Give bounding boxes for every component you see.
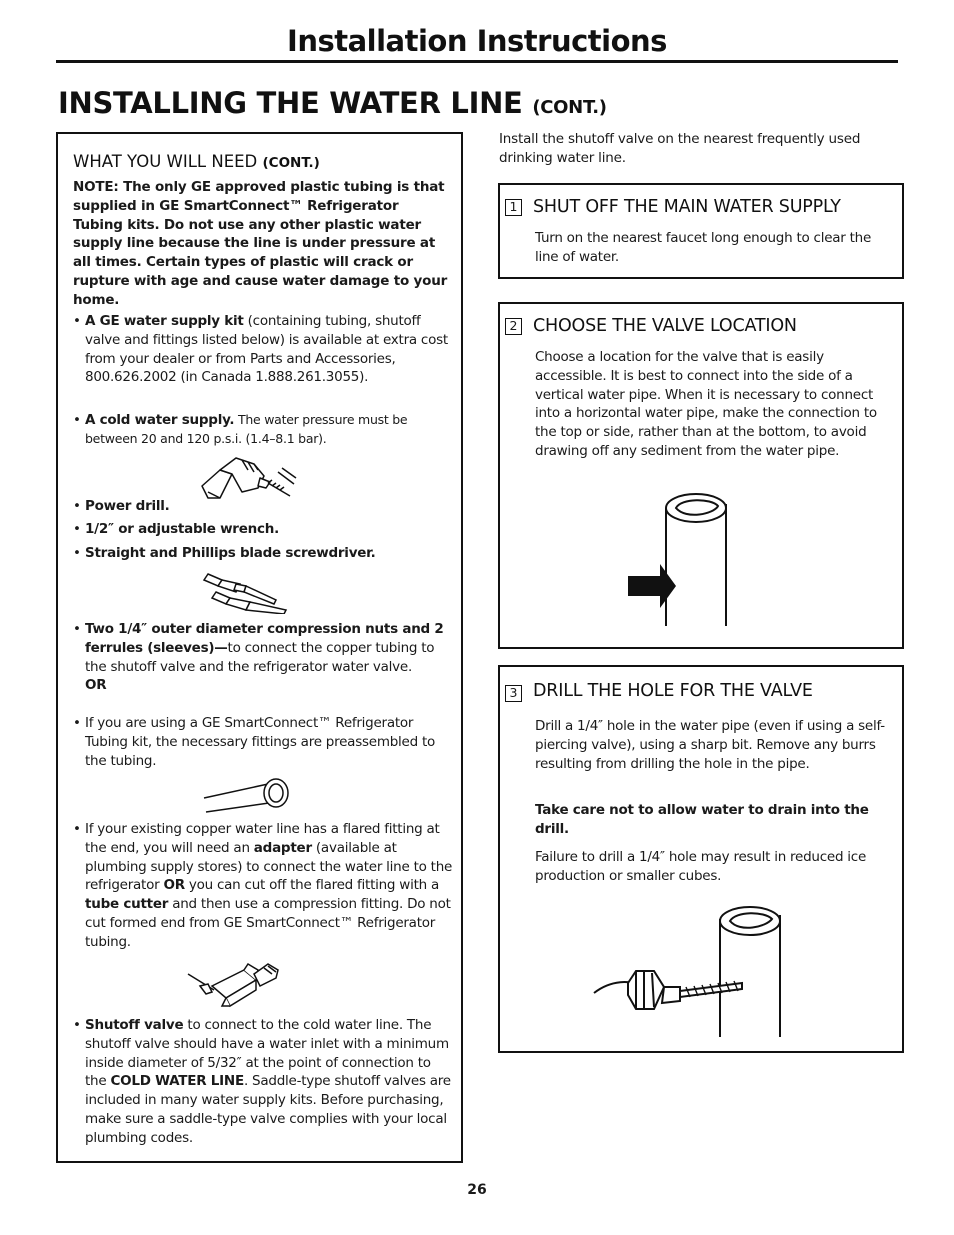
cold-bold: A cold water supply.: [85, 412, 235, 428]
step-3-box: [498, 665, 904, 1053]
tubing-icon: [202, 776, 294, 816]
heading-text: WHAT YOU WILL NEED: [73, 152, 258, 171]
plastic-tubing-note: NOTE: The only GE approved plastic tubing is that supplied in GE SmartConnect™ Refrigerator Tubing kits. Do not use any other plastic water supply line because the line is under pressure at all times. Certain types of plastic will crack or rupture with age and cause water damage to your home.: [73, 179, 448, 308]
step-1-body: Turn on the nearest faucet long enough to clear the line of water.: [535, 230, 872, 265]
kit-text: (containing tubing, shutoff valve and fittings listed below) is available at extra cost from your dealer or from Parts and Accessories, 800.626.2002 (in Canada 1.888.261.3055).: [85, 313, 448, 386]
flared-adapter: adapter: [253, 839, 312, 856]
flared-text-2: (available at plumbing supply stores) to connect the water line to the refrigerator: [85, 839, 453, 894]
flared-text-1: If your existing copper water line has a flared fitting at the end, you will need an: [85, 821, 440, 856]
section-title: [58, 86, 607, 120]
step-2-box: [498, 302, 904, 649]
valve-bold: Shutoff valve: [85, 1017, 184, 1033]
header-title: Installation Instructions: [287, 24, 667, 58]
smartconnect-text: If you are using a GE SmartConnect™ Refrigerator Tubing kit, the necessary fittings are preassembled to the tubing.: [85, 715, 436, 769]
valve-cold-water-line: COLD WATER LINE: [110, 1073, 244, 1090]
step-1-title: SHUT OFF THE MAIN WATER SUPPLY: [533, 197, 841, 217]
section-title-cont: (CONT.): [532, 97, 607, 118]
step-2-number: 2: [505, 318, 522, 335]
drill-label: Power drill.: [85, 498, 170, 514]
intro-text: Install the shutoff valve on the nearest frequently used drinking water line.: [499, 131, 861, 166]
step-2-body: Choose a location for the valve that is easily accessible. It is best to connect into the side of a vertical water pipe. When it is necessary to connect into a horizontal water pipe, make the connection to the top or side, rather than at the bottom, to avoid drawing off any sediment from the water pipe.: [535, 349, 877, 459]
vertical-pipe-icon: [626, 490, 746, 630]
list-item-screwdriver: [73, 544, 455, 563]
list-item-flared-fitting: [73, 820, 455, 952]
step-3-note: Failure to drill a 1/4″ hole may result in reduced ice production or smaller cubes.: [535, 849, 867, 884]
list-item-cold-water-supply: [73, 411, 455, 449]
section-title-text: INSTALLING THE WATER LINE: [58, 86, 523, 120]
list-item-water-supply-kit: [73, 312, 455, 387]
flared-text-3: you can cut off the flared fitting with a: [184, 877, 439, 894]
list-item-wrench: [73, 520, 455, 539]
drill-into-pipe-icon: [592, 901, 822, 1041]
what-you-will-need-heading: [73, 152, 320, 171]
compression-nuts-icon: [202, 570, 302, 614]
list-item-smartconnect: [73, 714, 455, 770]
cold-text: The water pressure must be between 20 and 120 p.s.i. (1.4–8.1 bar).: [85, 412, 408, 446]
valve-text-1: to connect to the cold water line. The shutoff valve should have a water inlet with a minimum inside diameter of 5/32″ at the point of connection to the: [85, 1017, 449, 1090]
wrench-label: 1/2″ or adjustable wrench.: [85, 521, 279, 537]
flared-text-4: and then use a compression fitting. Do not cut formed end from GE SmartConnect™ Refrigerator tubing.: [85, 896, 451, 950]
step-3-title: DRILL THE HOLE FOR THE VALVE: [533, 681, 813, 701]
step-3-warning: Take care not to allow water to drain into the drill.: [535, 802, 869, 837]
nuts-text: to connect the copper tubing to the shutoff valve and the refrigerator water valve.: [85, 639, 435, 675]
flared-cutter: tube cutter: [85, 896, 169, 913]
screwdriver-label: Straight and Phillips blade screwdriver.: [85, 545, 376, 561]
step-1-box: [498, 183, 904, 279]
step-1-number: 1: [505, 199, 522, 216]
or-label: OR: [85, 677, 107, 694]
valve-text-2: . Saddle-type shutoff valves are included in many water supply kits. Before purchasing, make sure a saddle-type valve complies with your local plumbing codes.: [85, 1073, 451, 1146]
list-item-power-drill: [73, 497, 455, 516]
what-you-will-need-box: [56, 132, 463, 1163]
header-rule: [56, 60, 898, 63]
kit-bold: A GE water supply kit: [85, 313, 244, 329]
nuts-bold: Two 1/4″ outer diameter compression nuts and 2 ferrules (sleeves)—: [85, 621, 444, 656]
step-3-body: Drill a 1/4″ hole in the water pipe (even if using a self-piercing valve), using a sharp bit. Remove any burrs resulting from drilling the hole in the pipe.: [535, 718, 885, 772]
flared-or: OR: [163, 877, 185, 894]
step-3-number: 3: [505, 685, 522, 702]
list-item-compression-nuts: [73, 620, 455, 695]
heading-cont: (CONT.): [262, 155, 320, 171]
list-item-shutoff-valve: [73, 1016, 455, 1148]
page-number: 26: [467, 1182, 487, 1198]
step-2-title: CHOOSE THE VALVE LOCATION: [533, 316, 797, 336]
shutoff-valve-icon: [186, 960, 286, 1010]
